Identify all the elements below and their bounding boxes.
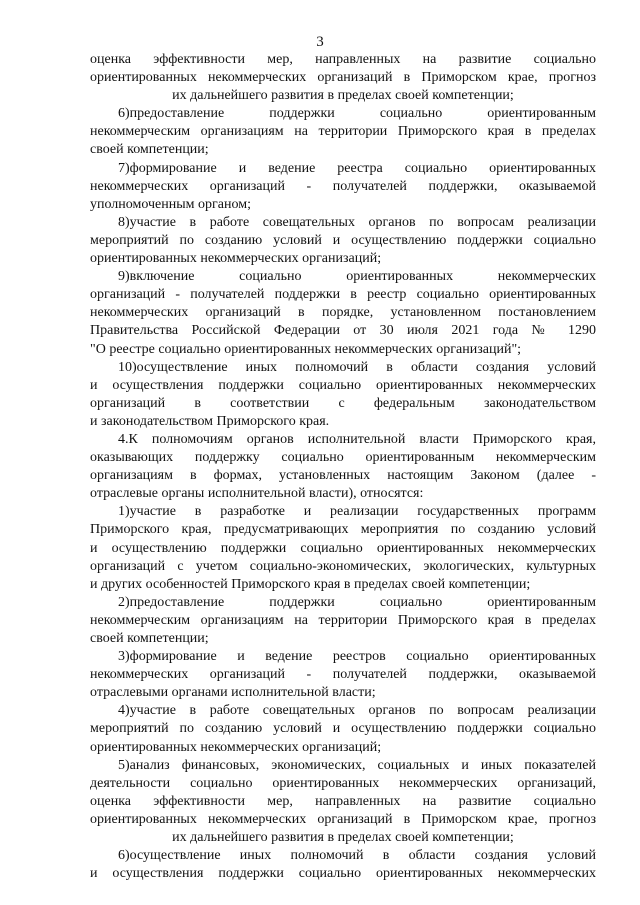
text-line: отраслевые органы исполнительной власти), относятся: (90, 486, 424, 502)
text-line: некоммерческих организаций - получателей поддержки, оказываемой (90, 667, 596, 683)
text-line: ориентированных некоммерческих организаций; (90, 251, 382, 267)
text-line: 4.К полномочиям органов исполнительной власти Приморского края, (118, 431, 596, 447)
text-line: мероприятий по созданию условий и осуществлению поддержки социально (90, 232, 596, 248)
text-line: организациям в формах, установленных настоящим Законом (далее - (90, 468, 596, 484)
page-number: 3 (316, 34, 324, 50)
text-line: отраслевыми органами исполнительной власти; (90, 685, 376, 701)
text-line: "О реестре социально ориентированных некоммерческих организаций"; (90, 341, 522, 357)
text-line: 4)участие в работе совещательных органов по вопросам реализации (118, 703, 596, 719)
text-line: 6)осуществление иных полномочий в области создания условий (118, 848, 596, 864)
text-line: мероприятий по созданию условий и осуществлению поддержки социально (90, 721, 596, 737)
text-line: 3)формирование и ведение реестров социально ориентированных (118, 649, 596, 665)
text-line: некоммерческим организациям на территории Приморского края в пределах (90, 124, 596, 140)
text-line: оказывающих поддержку социально ориентированным некоммерческим (90, 450, 596, 466)
text-line: 1)участие в разработке и реализации государственных программ (118, 504, 596, 520)
text-line: 10)осуществление иных полномочий в области создания условий (118, 359, 596, 375)
text-line: ориентированных некоммерческих организаций в Приморском крае, прогноз (90, 70, 596, 86)
text-line: и осуществлению поддержки социально ориентированных некоммерческих (90, 540, 596, 556)
text-line: и других особенностей Приморского края в пределах своей компетенции; (90, 576, 531, 592)
text-line: своей компетенции; (90, 631, 209, 646)
text-line: некоммерческих организаций - получателей поддержки, оказываемой (90, 178, 596, 194)
document-body (90, 51, 596, 883)
text-line: организаций - получателей поддержки в реестр социально ориентированных (90, 287, 596, 303)
text-line: своей компетенции; (90, 142, 209, 158)
text-line: Приморского края, предусматривающих мероприятия по созданию условий (90, 522, 596, 538)
text-line: деятельности социально ориентированных некоммерческих организаций, (90, 775, 596, 791)
text-line: 2)предоставление поддержки социально ориентированным (118, 594, 596, 610)
text-line: оценка эффективности мер, направленных на развитие социально (90, 52, 596, 67)
text-line: и осуществления поддержки социально ориентированных некоммерческих (90, 377, 596, 393)
text-line: 8)участие в работе совещательных органов по вопросам реализации (118, 214, 596, 230)
text-line: организаций в соответствии с федеральным законодательством (90, 395, 596, 411)
text-line: уполномоченным органом; (90, 196, 251, 212)
text-line: 7)формирование и ведение реестра социально ориентированных (118, 160, 596, 176)
text-line: оценка эффективности мер, направленных на развитие социально (90, 793, 596, 809)
text-line: их дальнейшего развития в пределах своей компетенции; (172, 830, 514, 846)
text-line: некоммерческих организаций в порядке, установленном постановлением (90, 305, 596, 321)
text-line: 6)предоставление поддержки социально ориентированным (118, 106, 596, 122)
text-line: 9)включение социально ориентированных некоммерческих (118, 269, 596, 285)
text-line: ориентированных некоммерческих организаций в Приморском крае, прогноз (90, 811, 596, 827)
text-line: их дальнейшего развития в пределах своей компетенции; (172, 88, 514, 104)
text-line: Правительства Российской Федерации от 30 июля 2021 года № 1290 (90, 323, 596, 339)
text-line: организаций с учетом социально-экономических, экологических, культурных (90, 558, 596, 574)
text-line: ориентированных некоммерческих организаций; (90, 739, 382, 755)
text-line: некоммерческим организациям на территории Приморского края в пределах (90, 612, 596, 628)
text-line: и осуществления поддержки социально ориентированных некоммерческих (90, 866, 596, 882)
text-line: 5)анализ финансовых, экономических, социальных и иных показателей (118, 757, 596, 773)
text-line: и законодательством Приморского края. (90, 413, 330, 429)
